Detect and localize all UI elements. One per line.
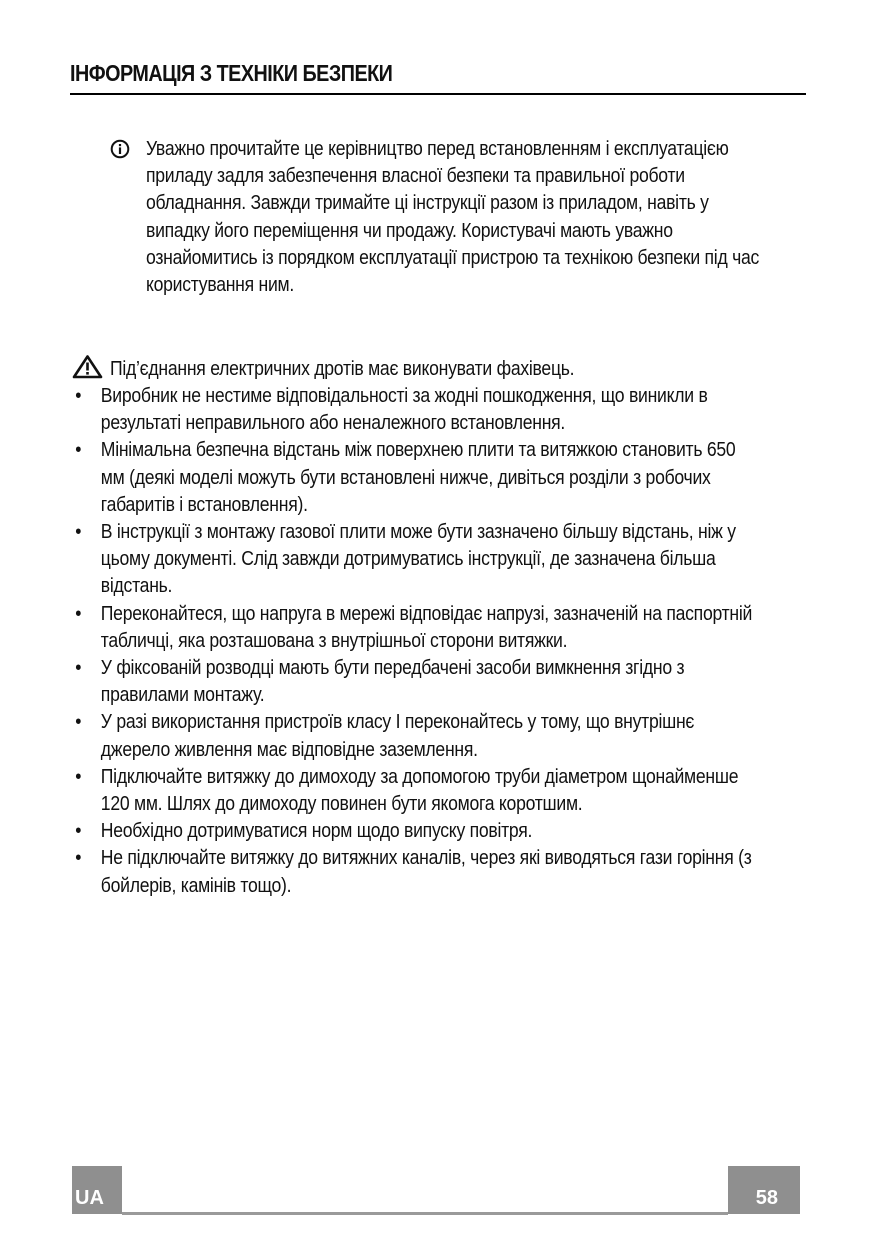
list-item-text: Підключайте витяжку до димоходу за допомогою труби діаметром щонайменше 120 мм. Шлях до димоходу повинен бути якомога коротшим. xyxy=(100,765,739,816)
bullet-icon: • xyxy=(75,521,82,544)
intro-paragraph: Уважно прочитайте це керівництво перед встановленням і експлуатацією приладу задля забезпечення власної безпеки та правильної роботи обладнання. Завжди тримайте ці інструкції разом із приладом, навіть у випадку його переміщення чи продажу. Користувачі мають уважно ознайомитись із порядком експлуатації пристрою та технікою безпеки під час користування ним. xyxy=(146,138,760,297)
list-item-text: Виробник не нестиме відповідальності за жодні пошкодження, що виникли в результаті неправильного або неналежного встановлення. xyxy=(100,385,708,435)
list-item-text: Не підключайте витяжку до витяжних каналів, через які виводяться гази горіння (з бойлерів, камінів тощо). xyxy=(100,847,752,897)
bullet-icon: • xyxy=(75,602,82,625)
page-number-badge xyxy=(728,1166,800,1214)
warning-triangle-icon xyxy=(72,354,103,379)
info-circle-icon xyxy=(110,139,130,159)
list-item xyxy=(70,764,756,818)
list-item xyxy=(70,709,756,763)
list-item xyxy=(70,845,756,899)
warning-text: Під’єднання електричних дротів має виконувати фахівець. xyxy=(110,358,575,380)
language-code: UA xyxy=(75,1187,104,1209)
list-item xyxy=(70,655,756,709)
list-item-text: Необхідно дотримуватися норм щодо випуску повітря. xyxy=(100,820,533,843)
bullet-icon: • xyxy=(75,657,82,680)
list-item-text: У разі використання пристроїв класу I переконайтесь у тому, що внутрішнє джерело живлення має відповідне заземлення. xyxy=(100,711,695,761)
bullet-icon: • xyxy=(75,385,82,407)
language-badge xyxy=(72,1166,122,1214)
bullet-icon: • xyxy=(75,765,82,788)
bullet-icon: • xyxy=(75,711,82,734)
list-item xyxy=(70,519,756,601)
bullet-icon: • xyxy=(75,847,82,870)
bullet-icon: • xyxy=(75,820,82,843)
list-item xyxy=(70,601,756,655)
list-item-text: Переконайтеся, що напруга в мережі відповідає напрузі, зазначеній на паспортній табличці, яка розташована з внутрішньої сторони витяжки. xyxy=(100,602,753,652)
footer-rule xyxy=(122,1212,728,1215)
page-number: 58 xyxy=(755,1187,778,1209)
list-item-text: Мінімальна безпечна відстань між поверхнею плити та витяжкою становить 650 мм (деякі моделі можуть бути встановлені нижче, дивіться розділи з робочих габаритів і встановлення). xyxy=(100,439,736,516)
safety-list xyxy=(70,383,756,900)
page-title: ІНФОРМАЦІЯ З ТЕХНІКИ БЕЗПЕКИ xyxy=(70,60,393,86)
list-item-text: В інструкції з монтажу газової плити може бути зазначено більшу відстань, ніж у цьому документі. Слід завжди дотримуватись інструкції, де зазначена більша відстань. xyxy=(100,521,736,598)
bullet-icon: • xyxy=(75,439,82,462)
list-item xyxy=(70,437,756,519)
title-underline xyxy=(70,93,806,95)
list-item-text: У фіксованій розводці мають бути передбачені засоби вимкнення згідно з правилами монтажу. xyxy=(100,657,685,707)
list-item xyxy=(70,818,756,845)
list-item xyxy=(70,383,756,437)
